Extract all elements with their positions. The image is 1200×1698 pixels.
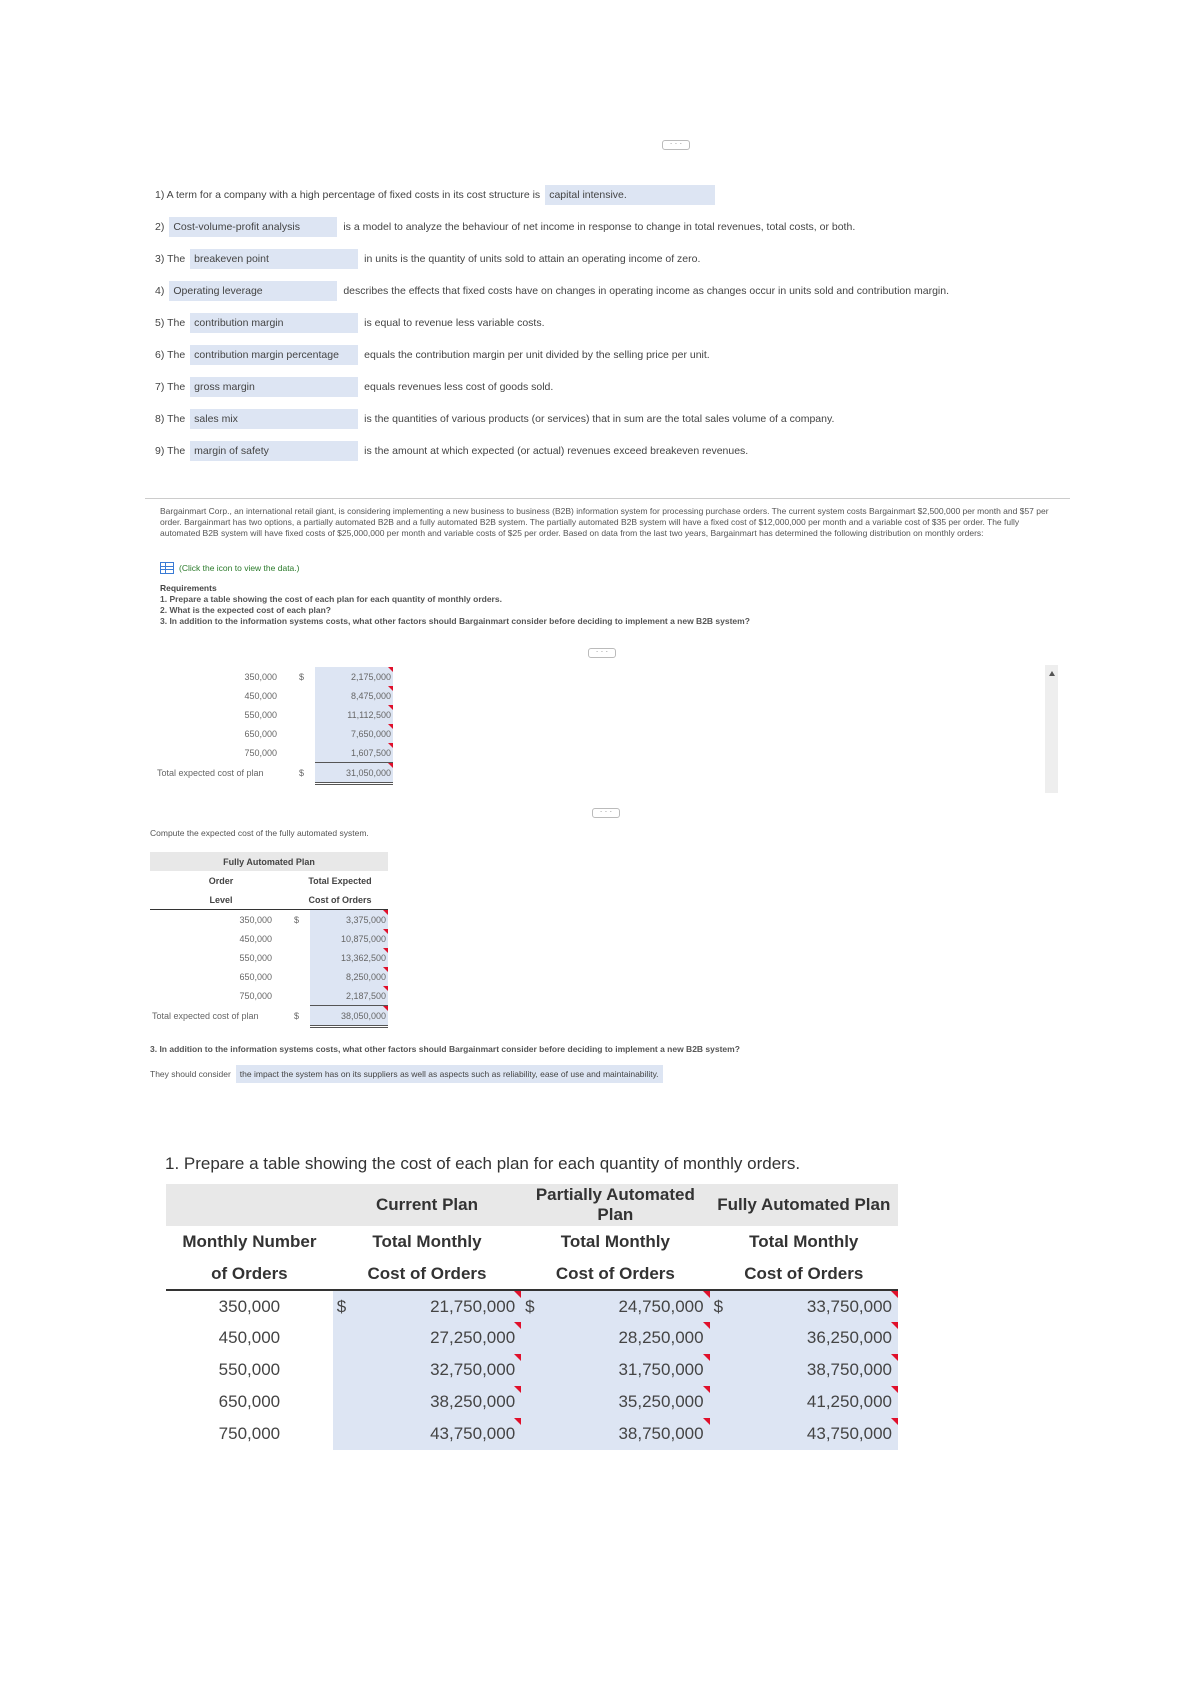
cost-partial[interactable]: 24,750,000 (548, 1290, 710, 1322)
currency-sign (710, 1386, 737, 1418)
fully-row (150, 929, 388, 948)
col-subheader-fully: Cost of Orders (744, 1263, 864, 1283)
monthly-orders: 650,000 (218, 1392, 281, 1411)
panel1-row (155, 743, 393, 763)
answer-marker (388, 763, 393, 768)
answer-marker (891, 1386, 898, 1393)
plan-header-partial: Partially Automated Plan (535, 1185, 695, 1224)
main-table-heading: 1. Prepare a table showing the cost of each plan for each quantity of monthly orders. (165, 1154, 801, 1173)
fill-in-suffix: is the quantities of various products (or services) that in sum are the total sales volume of a company. (364, 413, 835, 425)
currency-sign: $ (299, 671, 305, 682)
fill-in-item (155, 440, 748, 462)
fill-in-answer-box[interactable]: Cost-volume-profit analysis (169, 217, 337, 237)
col-header-partial: Total Monthly (560, 1232, 670, 1251)
fully-col-order: Level (209, 894, 233, 905)
fully-col-cost: Cost of Orders (308, 894, 372, 905)
total-label: Total expected cost of plan (157, 768, 264, 778)
currency-sign: $ (294, 914, 300, 925)
answer-marker (514, 1386, 521, 1393)
fill-in-suffix: in units is the quantity of units sold to attain an operating income of zero. (364, 253, 701, 265)
currency-sign (292, 967, 310, 986)
fill-in-answer-box[interactable]: capital intensive. (545, 185, 715, 205)
cost-fully[interactable]: 41,250,000 (736, 1386, 898, 1418)
currency-sign (292, 929, 310, 948)
fully-row (150, 967, 388, 986)
answer-panel-1 (145, 665, 1060, 793)
currency-sign (710, 1322, 737, 1354)
cost-current[interactable]: 38,250,000 (360, 1386, 522, 1418)
fully-col-cost: Total Expected (308, 875, 372, 886)
answer-marker (383, 1006, 388, 1011)
currency-sign (710, 1354, 737, 1386)
monthly-orders: 450,000 (218, 1328, 281, 1347)
order-level: 750,000 (244, 747, 277, 758)
fully-row (150, 986, 388, 1006)
q3-answer-box[interactable]: the impact the system has on its suppliers as well as aspects such as reliability, ease of use and maintainability. (236, 1065, 663, 1083)
answer-marker (388, 724, 393, 729)
fill-in-suffix: describes the effects that fixed costs have on changes in operating income as changes occur in units sold and contribution margin. (343, 285, 950, 297)
cost-current[interactable]: 32,750,000 (360, 1354, 522, 1386)
cost-current[interactable]: 21,750,000 (360, 1290, 522, 1322)
monthly-orders: 750,000 (218, 1424, 281, 1443)
main-table-row (166, 1354, 898, 1386)
panel1-row (155, 667, 393, 686)
total-label: Total expected cost of plan (152, 1011, 259, 1021)
answer-marker (891, 1418, 898, 1425)
answer-marker (383, 948, 388, 953)
fully-instruction: Compute the expected cost of the fully automated system. (150, 828, 369, 838)
panel1-table (155, 667, 393, 785)
total-value[interactable]: 31,050,000 (315, 763, 393, 784)
fill-in-answer-box[interactable]: breakeven point (190, 249, 358, 269)
currency-sign (297, 743, 315, 763)
cost-value[interactable]: 8,250,000 (310, 967, 388, 986)
fill-in-prefix: 5) The (155, 317, 186, 329)
main-table-row (166, 1290, 898, 1322)
total-value[interactable]: 38,050,000 (310, 1006, 388, 1027)
currency-sign: $ (710, 1290, 737, 1322)
answer-marker (514, 1354, 521, 1361)
cost-current[interactable]: 43,750,000 (360, 1418, 522, 1450)
order-level: 750,000 (239, 990, 272, 1001)
cost-fully[interactable]: 33,750,000 (736, 1290, 898, 1322)
panel1-row (155, 686, 393, 705)
answer-marker (388, 743, 393, 748)
currency-sign (521, 1386, 548, 1418)
col-subheader-orders: of Orders (211, 1263, 288, 1283)
fill-in-item (155, 280, 949, 302)
answer-marker (514, 1418, 521, 1425)
fill-in-suffix: equals the contribution margin per unit divided by the selling price per unit. (364, 349, 710, 361)
answer-marker (514, 1322, 521, 1329)
cost-value[interactable]: 3,375,000 (310, 910, 388, 930)
cost-value[interactable]: 2,187,500 (310, 986, 388, 1006)
answer-marker (703, 1291, 710, 1298)
fully-total-row (150, 1006, 388, 1027)
main-table-row (166, 1418, 898, 1450)
fill-in-prefix: 9) The (155, 445, 186, 457)
cost-fully[interactable]: 43,750,000 (736, 1418, 898, 1450)
cost-value[interactable]: 8,475,000 (315, 686, 393, 705)
answer-marker (703, 1386, 710, 1393)
fill-in-item (155, 184, 715, 206)
cost-partial[interactable]: 38,750,000 (548, 1418, 710, 1450)
fully-automated-table (150, 852, 388, 1028)
currency-sign (333, 1386, 360, 1418)
currency-sign (521, 1354, 548, 1386)
fill-in-suffix: is equal to revenue less variable costs. (364, 317, 545, 329)
fill-in-answer-box[interactable]: sales mix (190, 409, 358, 429)
fill-in-prefix: 6) The (155, 349, 186, 361)
panel1-total-row (155, 763, 393, 784)
currency-sign (297, 705, 315, 724)
col-header-current: Total Monthly (372, 1232, 482, 1251)
answer-marker (514, 1291, 521, 1298)
requirements-title: Requirements (160, 583, 217, 593)
panel1-row (155, 705, 393, 724)
cost-fully[interactable]: 36,250,000 (736, 1322, 898, 1354)
monthly-orders: 350,000 (218, 1296, 281, 1316)
answer-marker (891, 1354, 898, 1361)
answer-marker (703, 1354, 710, 1361)
answer-marker (388, 686, 393, 691)
fill-in-answer-box[interactable]: contribution margin (190, 313, 358, 333)
scrollbar[interactable] (1045, 665, 1058, 793)
requirement-3: 3. In addition to the information systems costs, what other factors should Bargainmart consider before deciding to implement a new B2B system? (160, 616, 750, 626)
fill-in-answer-box[interactable]: Operating leverage (169, 281, 337, 301)
q3-answer-row: They should consider the impact the system has on its suppliers as well as aspects such as reliability, ease of use and maintainability. (150, 1065, 663, 1083)
order-level: 450,000 (244, 690, 277, 701)
currency-sign (297, 686, 315, 705)
currency-sign (333, 1418, 360, 1450)
answer-marker (891, 1322, 898, 1329)
order-level: 350,000 (244, 671, 277, 682)
expand-handle-top[interactable]: · · · (662, 140, 690, 150)
cost-value[interactable]: 7,650,000 (315, 724, 393, 743)
fill-in-answer-box[interactable]: margin of safety (190, 441, 358, 461)
cost-value[interactable]: 10,875,000 (310, 929, 388, 948)
currency-sign (292, 948, 310, 967)
cost-value[interactable]: 1,607,500 (315, 743, 393, 763)
main-table-row (166, 1386, 898, 1418)
cost-value[interactable]: 13,362,500 (310, 948, 388, 967)
answer-marker (388, 667, 393, 672)
monthly-orders: 550,000 (218, 1360, 281, 1379)
q3-question: 3. In addition to the information systems costs, what other factors should Bargainmart consider before deciding to implement a new B2B system? (150, 1044, 740, 1054)
cost-value[interactable]: 2,175,000 (315, 667, 393, 686)
fill-in-prefix: 3) The (155, 253, 186, 265)
currency-sign: $ (521, 1290, 548, 1322)
answer-marker (383, 986, 388, 991)
col-subheader-partial: Cost of Orders (555, 1263, 675, 1283)
fully-row (150, 948, 388, 967)
fill-in-prefix: 4) (155, 285, 165, 297)
col-header-fully: Total Monthly (749, 1232, 859, 1251)
currency-sign: $ (294, 1011, 300, 1021)
cost-value[interactable]: 11,112,500 (315, 705, 393, 724)
fill-in-item (155, 248, 700, 270)
currency-sign (521, 1418, 548, 1450)
fully-table-title: Fully Automated Plan (223, 856, 315, 867)
problem-text: Bargainmart Corp., an international retail giant, is considering implementing a new business to business (B2B) information system for processing purchase orders. The current system costs Bargainmart $2,500,000 per month and $57 per order. Bargainmart has two options, a partially automated B2B and a fully automated B2B system. The partially automated B2B system will have a fixed cost of $12,000,000 per month and a variable cost of $35 per order. The fully automated B2B system will have fixed costs of $25,000,000 per month and variable costs of $25 per order. Based on data from the last two years, Bargainmart has determined the following distribution on monthly orders: (160, 506, 1049, 538)
answer-marker (383, 929, 388, 934)
table-icon (160, 562, 174, 574)
fill-in-item (155, 408, 834, 430)
currency-sign (521, 1322, 548, 1354)
cost-partial[interactable]: 28,250,000 (548, 1322, 710, 1354)
requirement-2: 2. What is the expected cost of each plan? (160, 605, 331, 615)
currency-sign: $ (333, 1290, 360, 1322)
main-cost-table (166, 1184, 898, 1450)
fill-in-suffix: is a model to analyze the behaviour of net income in response to change in total revenues, total costs, or both. (343, 221, 856, 233)
cost-current[interactable]: 27,250,000 (360, 1322, 522, 1354)
answer-marker (703, 1322, 710, 1329)
fill-in-suffix: is the amount at which expected (or actual) revenues exceed breakeven revenues. (364, 445, 749, 457)
fully-row (150, 910, 388, 930)
answer-marker (383, 910, 388, 915)
cost-partial[interactable]: 35,250,000 (548, 1386, 710, 1418)
fill-in-answer-box[interactable]: contribution margin percentage (190, 345, 358, 365)
panel1-row (155, 724, 393, 743)
fill-in-suffix: equals revenues less cost of goods sold. (364, 381, 554, 393)
main-table-row (166, 1322, 898, 1354)
expand-handle-lower[interactable]: · · · (592, 808, 620, 818)
expand-handle-middle[interactable]: · · · (588, 648, 616, 658)
order-level: 550,000 (239, 952, 272, 963)
data-link[interactable]: (Click the icon to view the data.) (160, 562, 299, 574)
fill-in-prefix: 8) The (155, 413, 186, 425)
order-level: 350,000 (239, 914, 272, 925)
requirements-list (160, 594, 750, 627)
plan-header-fully: Fully Automated Plan (717, 1195, 891, 1214)
requirement-1: 1. Prepare a table showing the cost of each plan for each quantity of monthly orders. (160, 594, 502, 604)
currency-sign (297, 724, 315, 743)
answer-marker (891, 1291, 898, 1298)
fill-in-prefix: 2) (155, 221, 165, 233)
fully-col-order: Order (208, 875, 234, 886)
currency-sign (710, 1418, 737, 1450)
fill-in-answer-box[interactable]: gross margin (190, 377, 358, 397)
answer-marker (383, 967, 388, 972)
cost-fully[interactable]: 38,750,000 (736, 1354, 898, 1386)
divider (145, 498, 1070, 499)
plan-header-current: Current Plan (375, 1195, 478, 1214)
currency-sign (292, 986, 310, 1006)
order-level: 650,000 (244, 728, 277, 739)
fill-in-prefix: 1) A term for a company with a high percentage of fixed costs in its cost structure is (155, 189, 541, 201)
order-level: 650,000 (239, 971, 272, 982)
order-level: 550,000 (244, 709, 277, 720)
fill-in-item (155, 216, 855, 238)
scroll-up-icon[interactable] (1049, 671, 1055, 676)
col-header-orders: Monthly Number (182, 1232, 317, 1251)
currency-sign: $ (299, 768, 305, 778)
order-level: 450,000 (239, 933, 272, 944)
col-subheader-current: Cost of Orders (367, 1263, 487, 1283)
answer-marker (388, 705, 393, 710)
fill-in-item (155, 344, 710, 366)
fill-in-prefix: 7) The (155, 381, 186, 393)
fill-in-item (155, 312, 545, 334)
cost-partial[interactable]: 31,750,000 (548, 1354, 710, 1386)
fill-in-item (155, 376, 553, 398)
answer-marker (703, 1418, 710, 1425)
currency-sign (333, 1322, 360, 1354)
currency-sign (333, 1354, 360, 1386)
